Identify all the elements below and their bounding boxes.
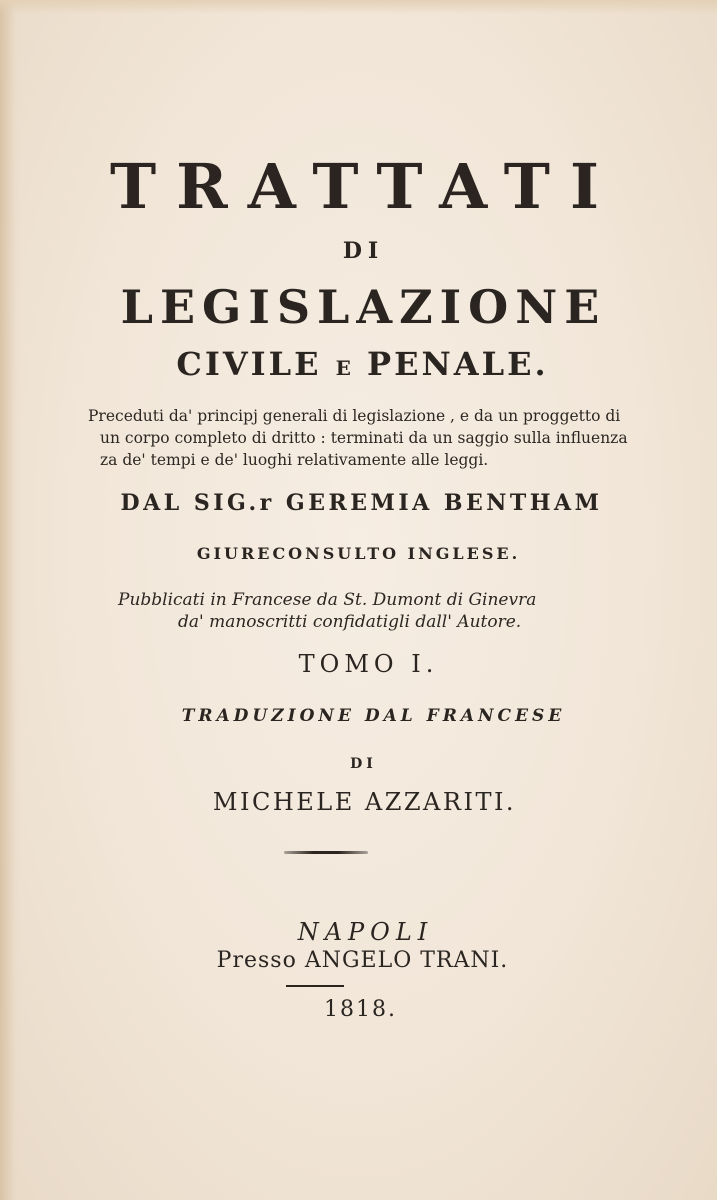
book-subject: LEGISLAZIONE <box>120 280 607 334</box>
scope-penale: PENALE. <box>367 345 549 383</box>
subject-scope <box>0 345 717 383</box>
imprint-publisher: Presso ANGELO TRANI. <box>216 948 509 973</box>
page-top-shadow <box>0 0 717 14</box>
scope-civile: CIVILE <box>176 345 322 383</box>
description-line: za de' tempi e de' luoghi relativamente alle leggi. <box>100 451 489 469</box>
publication-note: Pubblicati in Francese da St. Dumont di Ginevra <box>118 590 537 610</box>
imprint-rule <box>286 985 344 987</box>
author-title: GIURECONSULTO INGLESE. <box>196 544 521 563</box>
translator-name: MICHELE AZZARITI. <box>212 788 517 816</box>
volume-number: TOMO I. <box>298 650 439 678</box>
publication-note: da' manoscritti confidatigli dall' Autore. <box>178 612 522 632</box>
imprint-year: 1818. <box>324 997 397 1022</box>
description-line: Preceduti da' principj generali di legislazione , e da un proggetto di <box>88 407 621 425</box>
description-line: un corpo completo di dritto : terminati da un saggio sulla influenza <box>100 429 628 447</box>
author-line: DAL SIG.r GEREMIA BENTHAM <box>120 490 603 516</box>
imprint-city: NAPOLI <box>297 918 434 946</box>
translation-note: TRADUZIONE DAL FRANCESE <box>181 706 566 726</box>
preposition-di: DI <box>350 756 377 772</box>
ornamental-rule <box>284 851 368 854</box>
preposition-di: DI <box>342 238 385 264</box>
book-title: TRATTATI <box>110 150 619 223</box>
scope-conjunction: E <box>335 356 353 380</box>
